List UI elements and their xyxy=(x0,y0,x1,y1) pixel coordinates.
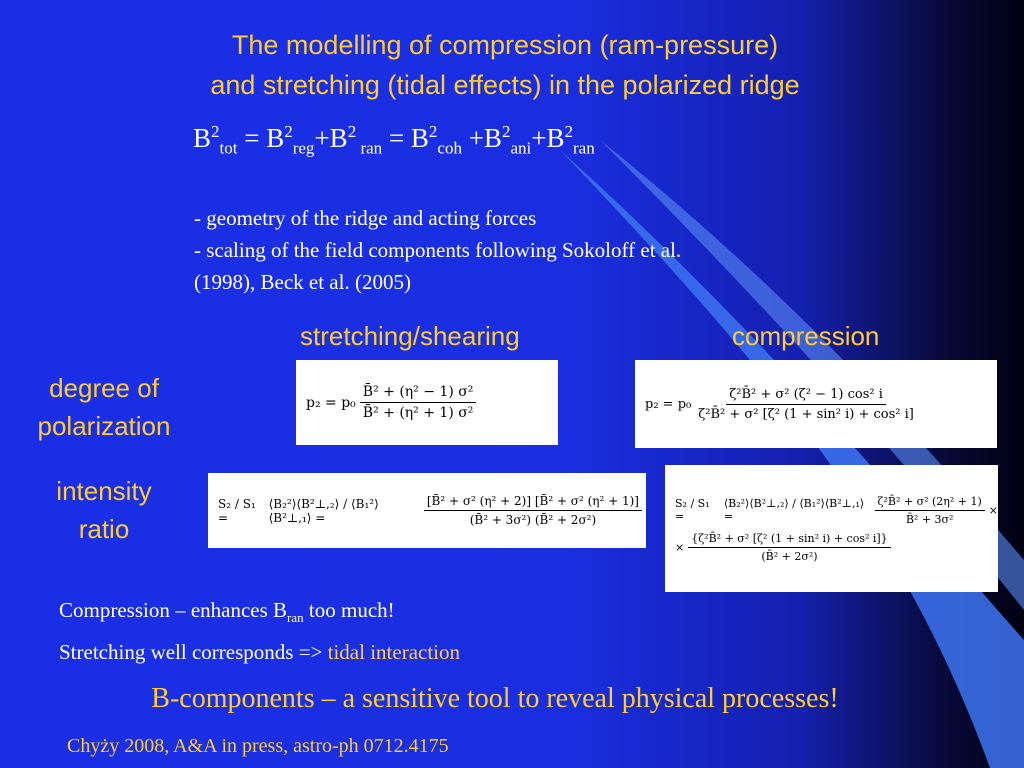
slide-title-line-1: The modelling of compression (ram-pressure) xyxy=(231,30,779,60)
conclusion: B-components – a sensitive tool to reveal physical processes! xyxy=(151,683,839,714)
bullet-references: (1998), Beck et al. (2005) xyxy=(194,270,411,294)
findings-notes xyxy=(59,593,460,669)
field-decomposition-formula: $B^2_{tot} = B^2_{reg}+B^2$ $_{ran} = B^2_{coh} +B^2_{ani}+B^2_{ran}$ xyxy=(193,122,595,158)
equation-polarization-stretching: p₂ = p₀ $\frac{\text{B̄² + (η² − 1) σ²}}{\text{B̄² + (η² + 1) σ²}}$ xyxy=(296,360,558,445)
column-heading-compression: compression xyxy=(732,321,880,351)
row-label-intensity-ratio: intensity ratio xyxy=(56,476,152,544)
column-heading-stretching: stretching/shearing xyxy=(300,321,520,351)
note-compression: Compression – enhances $B_{ran}$ too much! xyxy=(59,598,395,626)
equation-polarization-compression: p₂ = p₀ $\frac{\text{ζ²B̄² + σ² (ζ² − 1) cos² i}}{\text{ζ²B̄² + σ² [ζ² (1 + sin² i) + cos² i]}}$ xyxy=(635,360,997,448)
slide-title-line-2: and stretching (tidal effects) in the polarized ridge xyxy=(210,70,800,100)
equation-intensity-stretching: S₂ / S₁ = ⟨B₂²⟩⟨B²⊥,₂⟩ / ⟨B₁²⟩⟨B²⊥,₁⟩ = $\frac{\text{[B̄² + σ² (η² + 2)] [B̄² + σ² (η² + 1)]}}{\text{(B̄² + 3σ²) (B̄² + 2σ²)}}$ xyxy=(208,473,646,548)
bullet-geometry: - geometry of the ridge and acting forces xyxy=(194,206,537,230)
bullet-scaling: - scaling of the field components following Sokoloff et al. xyxy=(194,238,682,262)
citation: Chyży 2008, A&A in press, astro-ph 0712.4175 xyxy=(67,735,449,757)
method-bullets xyxy=(194,202,884,298)
note-stretching: Stretching well corresponds => tidal interaction xyxy=(59,640,461,665)
equation-intensity-compression: S₂ / S₁ = ⟨B₂²⟩⟨B²⊥,₂⟩ / ⟨B₁²⟩⟨B²⊥,₁⟩ = $\frac{\text{ζ²B̄² + σ² (2η² + 1)}}{\text{B̄² + 3σ²}}$ × × $\frac{\text{\{ζ²B̄² + σ² [ζ² (1 + sin² i) + cos² i]\}}}{\text{(B̄² + 2σ²)}}$ xyxy=(665,465,998,592)
row-label-polarization: degree of polarization xyxy=(37,373,171,441)
